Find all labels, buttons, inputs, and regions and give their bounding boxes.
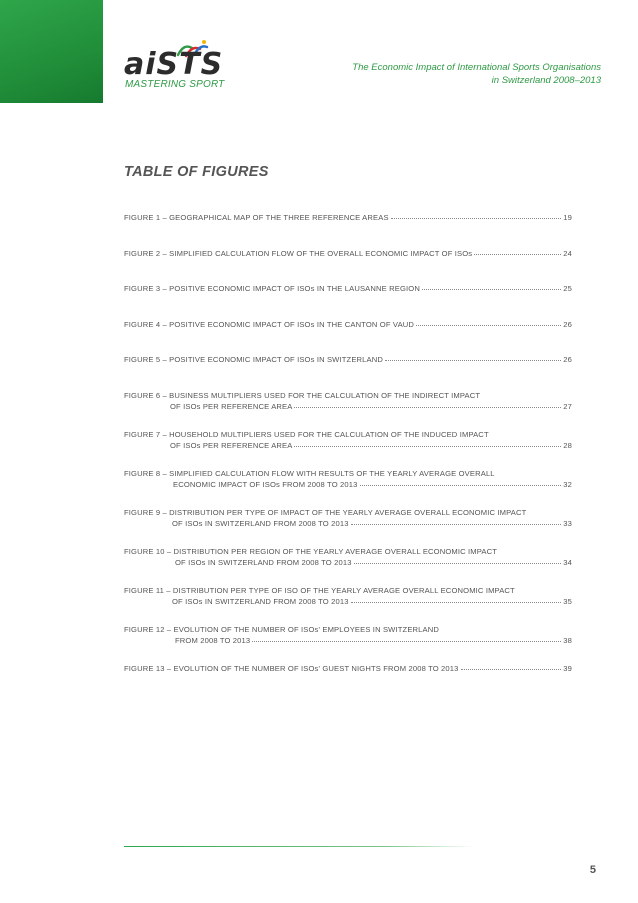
dot-leader [461,668,562,670]
figure-entry-title: FIGURE 3 – POSITIVE ECONOMIC IMPACT OF ISOs IN THE LAUSANNE REGION [124,284,420,293]
logo-tagline: MASTERING SPORT [125,79,225,90]
dot-leader [391,217,562,219]
figure-entry-page-number: 26 [563,319,572,329]
figure-entry-title: FIGURE 2 – SIMPLIFIED CALCULATION FLOW OF THE OVERALL ECONOMIC IMPACT OF ISOs [124,248,473,258]
running-header-line-2: in Switzerland 2008–2013 [491,75,601,86]
figure-entry[interactable] [124,507,572,529]
figure-entry-title: FIGURE 12 – EVOLUTION OF THE NUMBER OF ISOs' EMPLOYEES IN SWITZERLAND [124,624,440,634]
logo-wordmark: aiSTS [124,47,224,82]
figure-entry[interactable] [124,585,572,607]
figure-entry-title: OF ISOs IN SWITZERLAND FROM 2008 TO 2013 [172,518,349,528]
figure-entry-page-number: 35 [563,596,572,606]
figure-entry-page-number: 32 [563,479,572,489]
figure-entry-line [124,429,572,440]
figure-entry-page-number: 38 [563,635,572,645]
running-header [352,61,601,87]
figure-entry-line [124,390,572,401]
figure-entry[interactable] [124,624,572,646]
dot-leader [360,484,562,486]
figure-entry-line [124,354,572,365]
figure-entry-title: FIGURE 10 – DISTRIBUTION PER REGION OF THE YEARLY AVERAGE OVERALL ECONOMIC IMPACT [124,546,498,556]
dot-leader [351,523,562,525]
figure-entry[interactable] [124,248,572,259]
figure-entry[interactable] [124,429,572,451]
footer-divider [124,846,474,847]
figure-entry[interactable] [124,468,572,490]
figure-entry-line [124,440,572,451]
figure-entry-line [124,401,572,412]
figure-entry[interactable] [124,390,572,412]
dot-leader [416,324,561,326]
dot-leader [354,562,562,564]
figure-entry-title: FIGURE 8 – SIMPLIFIED CALCULATION FLOW WITH RESULTS OF THE YEARLY AVERAGE OVERALL [124,468,495,478]
figure-entry-page-number: 24 [563,248,572,258]
figure-entry-title: OF ISOs PER REFERENCE AREA [170,401,293,411]
dot-leader [422,288,561,290]
figure-entry-title: OF ISOs IN SWITZERLAND FROM 2008 TO 2013 [175,557,352,567]
figure-entry-title: FIGURE 9 – DISTRIBUTION PER TYPE OF IMPACT OF THE YEARLY AVERAGE OVERALL ECONOMIC IMPACT [124,507,527,517]
figure-entry[interactable] [124,283,572,294]
figure-entry-title: FROM 2008 TO 2013 [175,635,251,645]
figure-entry-title: FIGURE 11 – DISTRIBUTION PER TYPE OF ISO OF THE YEARLY AVERAGE OVERALL ECONOMIC IMPACT [124,585,515,595]
corner-color-band [0,0,103,103]
figure-entry-line [124,596,572,607]
figure-entry-title: FIGURE 1 – GEOGRAPHICAL MAP OF THE THREE REFERENCE AREAS [124,213,389,222]
running-header-line-1: The Economic Impact of International Sports Organisations [352,62,601,73]
figure-entry-line [124,212,572,223]
dot-leader [351,601,562,603]
figure-entry-page-number: 39 [563,663,572,673]
figure-entry-line [124,546,572,557]
figure-entry-page-number: 34 [563,557,572,567]
figure-entry-line [124,663,572,674]
dot-leader [252,640,561,642]
figure-entry-title: OF ISOs IN SWITZERLAND FROM 2008 TO 2013 [172,596,349,606]
figure-entry[interactable] [124,319,572,330]
figure-entry[interactable] [124,354,572,365]
figure-entry-title: FIGURE 4 – POSITIVE ECONOMIC IMPACT OF ISOs IN THE CANTON OF VAUD [124,319,415,329]
figure-entry-line [124,518,572,529]
figure-entry-title: FIGURE 13 – EVOLUTION OF THE NUMBER OF ISOs' GUEST NIGHTS FROM 2008 TO 2013 [124,663,459,673]
figure-entry-page-number: 33 [563,518,572,528]
dot-leader [294,445,561,447]
figure-entry-line [124,468,572,479]
figure-entry-title: FIGURE 5 – POSITIVE ECONOMIC IMPACT OF ISOs IN SWITZERLAND [124,355,384,364]
figure-entry-page-number: 25 [563,284,572,293]
dot-leader [385,359,561,361]
figure-entry-line [124,319,572,330]
figure-entry-line [124,557,572,568]
page-number: 5 [589,864,596,876]
figure-entry-line [124,585,572,596]
page-title: TABLE OF FIGURES [124,164,269,180]
figure-entry-line [124,479,572,490]
figure-entry-line [124,283,572,294]
figure-entry-page-number: 27 [563,401,572,411]
figure-entry-title: ECONOMIC IMPACT OF ISOs FROM 2008 TO 2013 [173,479,358,489]
figure-entry-line [124,507,572,518]
dot-leader [294,406,561,408]
aists-logo [124,48,234,98]
figure-entry-title: OF ISOs PER REFERENCE AREA [170,440,293,450]
figure-entry[interactable] [124,212,572,223]
figure-entry-page-number: 28 [563,440,572,450]
figure-entry-title: FIGURE 7 – HOUSEHOLD MULTIPLIERS USED FOR THE CALCULATION OF THE INDUCED IMPACT [124,429,489,439]
figure-entry[interactable] [124,546,572,568]
table-of-figures [124,212,572,698]
figure-entry-page-number: 26 [563,355,572,364]
figure-entry[interactable] [124,663,572,674]
figure-entry-line [124,635,572,646]
figure-entry-title: FIGURE 6 – BUSINESS MULTIPLIERS USED FOR THE CALCULATION OF THE INDIRECT IMPACT [124,390,481,400]
figure-entry-line [124,624,572,635]
dot-leader [474,253,561,255]
figure-entry-line [124,248,572,259]
figure-entry-page-number: 19 [563,213,572,222]
